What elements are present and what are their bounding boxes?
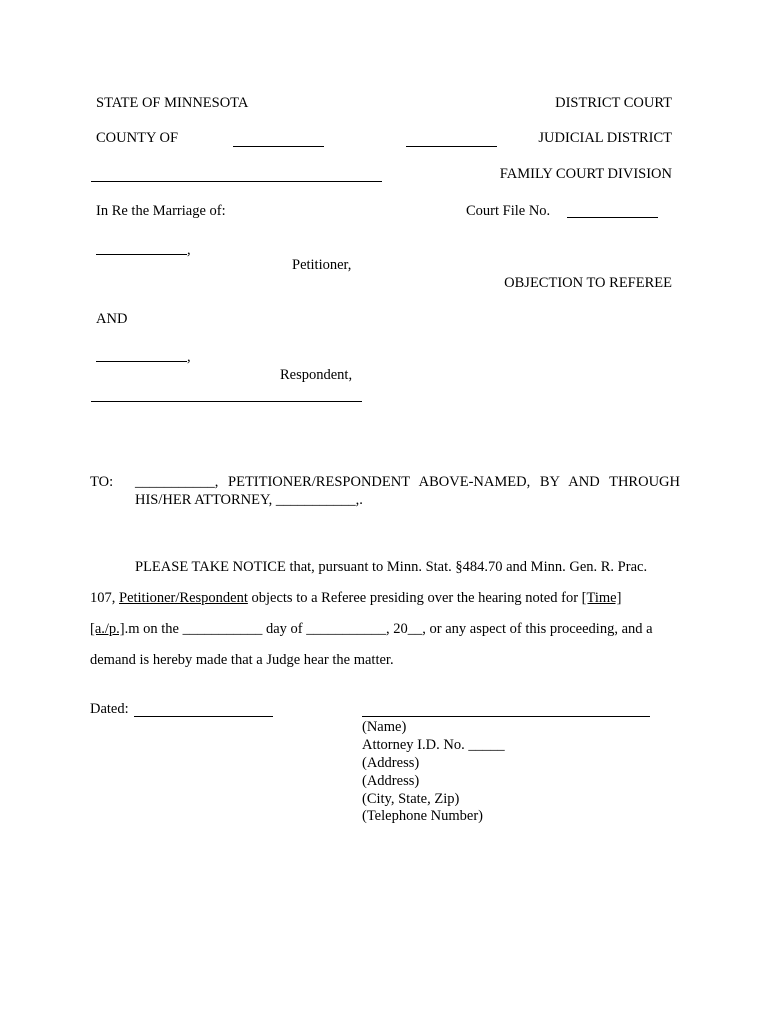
court-label: DISTRICT COURT xyxy=(555,95,672,111)
body-line-3 xyxy=(90,621,653,637)
comma: , xyxy=(187,349,191,365)
state-label: STATE OF MINNESOTA xyxy=(96,95,249,111)
ampm-placeholder: [a./p.] xyxy=(90,621,125,637)
court-file-blank xyxy=(567,217,658,218)
body-line-1: PLEASE TAKE NOTICE that, pursuant to Minn. Stat. §484.70 and Minn. Gen. R. Prac. xyxy=(135,559,648,575)
to-line-1: ___________, PETITIONER/RESPONDENT ABOVE-NAMED, BY AND THROUGH xyxy=(135,474,680,490)
text: .m on the ___________ day of ___________, 20__, or any aspect of this proceeding, and a xyxy=(124,621,653,637)
respondent-label: Respondent, xyxy=(280,367,353,383)
phone-line: (Telephone Number) xyxy=(362,808,483,824)
petitioner-name-blank xyxy=(96,254,187,255)
district-blank xyxy=(406,146,497,147)
and-label: AND xyxy=(96,311,128,327)
text: objects to a Referee presiding over the hearing noted for xyxy=(247,590,582,606)
city-line: (City, State, Zip) xyxy=(362,791,460,807)
address-line-2: (Address) xyxy=(362,773,420,789)
body-line-4: demand is hereby made that a Judge hear the matter. xyxy=(90,652,394,668)
judicial-district-label: JUDICIAL DISTRICT xyxy=(538,130,672,146)
text: 107, xyxy=(90,590,119,606)
body-line-2 xyxy=(90,590,621,606)
in-re-label: In Re the Marriage of: xyxy=(96,203,226,219)
petitioner-label: Petitioner, xyxy=(292,257,352,273)
division-label: FAMILY COURT DIVISION xyxy=(499,166,672,182)
caption-end-line xyxy=(91,401,362,402)
time-placeholder: [Time] xyxy=(581,590,622,606)
to-line-2: HIS/HER ATTORNEY, ___________,. xyxy=(135,492,363,508)
divider-line xyxy=(91,181,382,182)
date-blank xyxy=(134,716,273,717)
court-file-label: Court File No. xyxy=(466,203,551,219)
dated-label: Dated: xyxy=(90,701,129,717)
signature-line xyxy=(362,716,650,717)
county-blank xyxy=(233,146,324,147)
document-title: OBJECTION TO REFEREE xyxy=(504,275,672,291)
attorney-id-line: Attorney I.D. No. _____ xyxy=(362,737,505,753)
respondent-name-blank xyxy=(96,361,187,362)
comma: , xyxy=(187,242,191,258)
address-line-1: (Address) xyxy=(362,755,420,771)
party-placeholder: Petitioner/Respondent xyxy=(119,590,248,606)
county-label: COUNTY OF xyxy=(96,130,179,146)
name-line: (Name) xyxy=(362,719,407,735)
to-label: TO: xyxy=(90,474,114,490)
